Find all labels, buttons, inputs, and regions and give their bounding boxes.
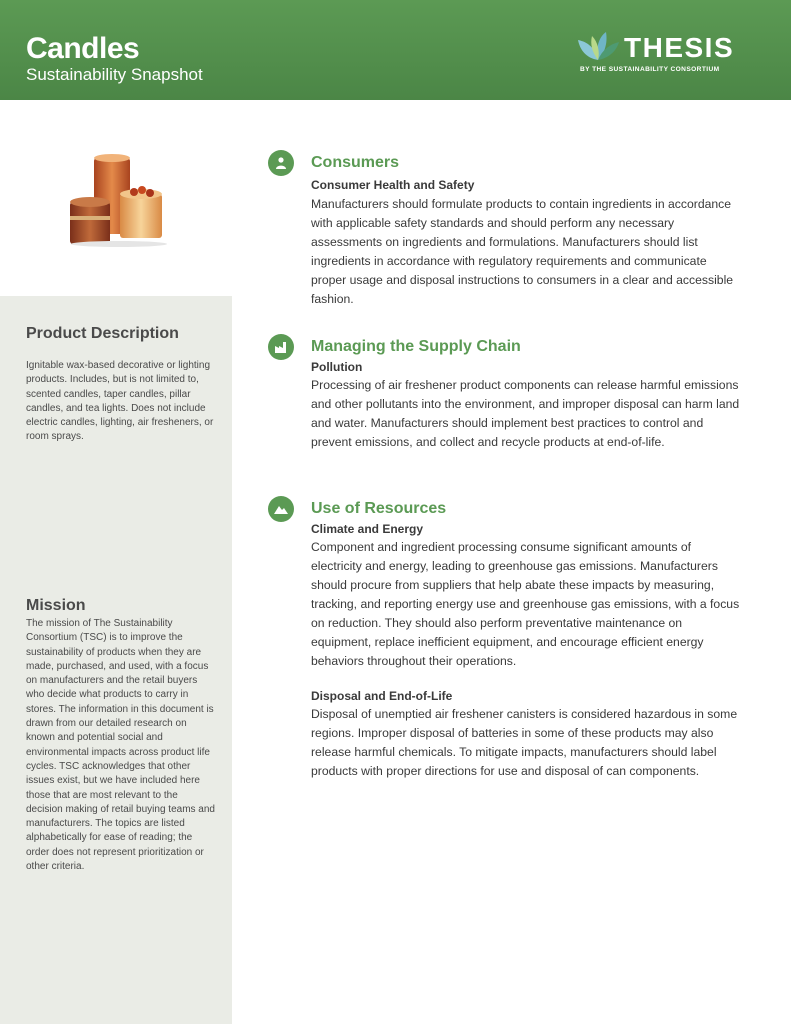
subsection-text: Processing of air freshener product components can release harmful emissions and other pollutants into the environment, and improper disposal can harm land and water. Manufacturers should implement best practices to control and prevent emissions, and collect and recycle products at end-of-life. (311, 378, 740, 449)
mission-text: The mission of The Sustainability Consortium (TSC) is to improve the sustainability of products when they are made, purchased, and used, with a focus on manufacturers and the retail buyers who decide what products to carry in stores. The information in this document is drawn from our detailed research on known and potential social and environmental impacts across product life cycles. TSC acknowledges that other issues exist, but we have included here those that are most relevant to the decision making of retail buying teams and manufacturers. The topics are listed alphabetically for ease of reading; the order does not represent prioritization or other criteria. (26, 618, 215, 873)
subsection-title: Disposal and End-of-Life (311, 689, 453, 703)
subsection-text: Manufacturers should formulate products to contain ingredients in accordance with applicable safety standards and should perform any necessary assessments on ingredients and formulations. Manufacturers should list ingredients in accordance with regulatory requirements and communicate proper usage and disposal instructions to consumers in a clear and accessible fashion. (311, 197, 734, 306)
header-banner (0, 0, 791, 100)
section-title: Managing the Supply Chain (311, 338, 521, 355)
subsection-title: Consumer Health and Safety (311, 178, 475, 192)
page-title: Candles (26, 32, 140, 65)
page-subtitle: Sustainability Snapshot (26, 65, 203, 84)
mission-heading: Mission (26, 597, 86, 614)
subsection-title: Pollution (311, 360, 363, 374)
factory-icon (268, 334, 294, 360)
product-description-heading: Product Description (26, 325, 179, 342)
logo-brand: THESIS (624, 32, 735, 63)
subsection-title: Climate and Energy (311, 522, 424, 536)
person-icon (268, 150, 294, 176)
candles-image (64, 150, 174, 248)
subsection-text: Disposal of unemptied air freshener canisters is considered hazardous in some regions. Improper disposal of batteries in some of these products may also release harmful chemicals. To mitigate impacts, manufacturers should label products with proper directions for use and disposal of can components. (311, 707, 738, 778)
subsection-text: Component and ingredient processing consume significant amounts of electricity and energy, leading to greenhouse gas emissions. Manufacturers should procure from suppliers that help abate these impacts by measuring, tracking, and reporting energy use and greenhouse gas emissions, with a focus on reduction. They should also perform preventative maintenance on equipment, replace inefficient equipment, and encourage efficient energy behaviors throughout their operations. (311, 540, 740, 668)
thesis-logo (576, 28, 746, 78)
leaf-logo-icon (576, 30, 620, 62)
section-title: Use of Resources (311, 500, 447, 517)
section-title: Consumers (311, 154, 400, 171)
product-description-text: Ignitable wax-based decorative or lighting products. Includes, but is not limited to, scented candles, taper candles, pillar candles, and tea lights. Does not include electric candles, lighting, air fresheners, or room sprays. (26, 360, 214, 443)
mountain-icon (268, 496, 294, 522)
logo-tagline: BY THE SUSTAINABILITY CONSORTIUM (580, 66, 720, 73)
